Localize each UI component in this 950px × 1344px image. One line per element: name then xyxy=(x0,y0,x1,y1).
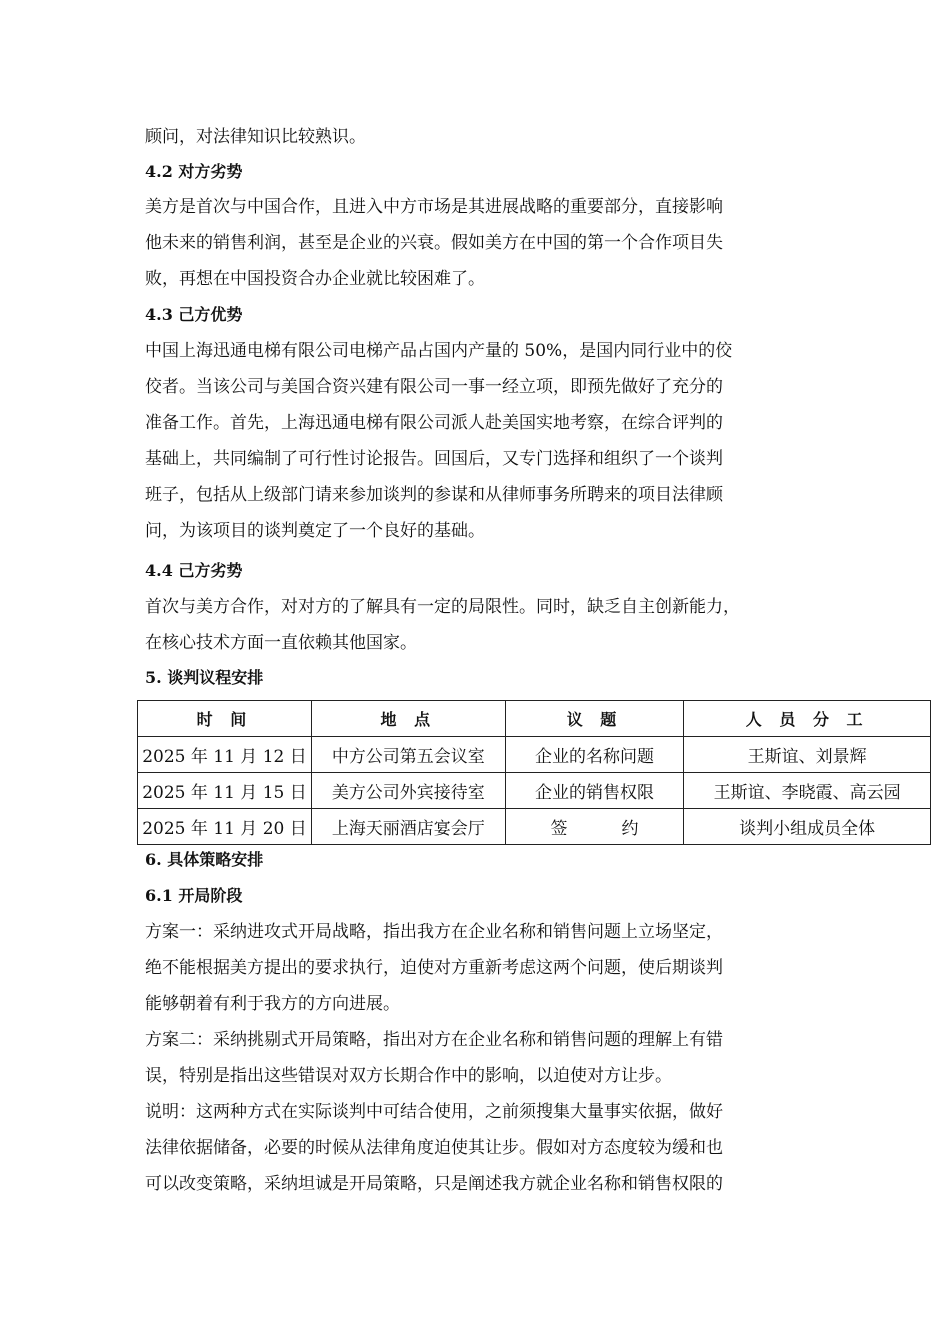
table-header-cell: 议 题 xyxy=(505,701,684,737)
paragraph-line: 佼者。当该公司与美国合资兴建有限公司一事一经立项，即预先做好了充分的 xyxy=(145,377,723,397)
paragraph-line: 能够朝着有利于我方的方向进展。 xyxy=(145,994,400,1014)
paragraph-line: 方案二：采纳挑剔式开局策略，指出对方在企业名称和销售问题的理解上有错 xyxy=(145,1030,723,1050)
paragraph-line: 方案一：采纳进攻式开局战略，指出我方在企业名称和销售问题上立场坚定， xyxy=(145,922,723,942)
paragraph-line: 绝不能根据美方提出的要求执行，迫使对方重新考虑这两个问题，使后期谈判 xyxy=(145,958,723,978)
paragraph-line: 他未来的销售利润，甚至是企业的兴衰。假如美方在中国的第一个合作项目失 xyxy=(145,233,723,253)
schedule-table xyxy=(137,700,931,845)
table-row xyxy=(138,773,931,809)
heading-4-4: 4.4 己方劣势 xyxy=(145,561,243,580)
table-header-cell: 人 员 分 工 xyxy=(684,701,931,737)
heading-4-3: 4.3 己方优势 xyxy=(145,305,243,324)
table-cell: 企业的销售权限 xyxy=(505,773,684,809)
table-cell: 谈判小组成员全体 xyxy=(684,809,931,845)
table-cell: 美方公司外宾接待室 xyxy=(311,773,505,809)
table-cell: 签 约 xyxy=(505,809,684,845)
paragraph-line: 首次与美方合作，对对方的了解具有一定的局限性。同时，缺乏自主创新能力， xyxy=(145,597,740,617)
table-header-row xyxy=(138,701,931,737)
table-cell: 上海天丽酒店宴会厅 xyxy=(311,809,505,845)
paragraph-line: 可以改变策略，采纳坦诚是开局策略，只是阐述我方就企业名称和销售权限的 xyxy=(145,1174,723,1194)
table-cell: 中方公司第五会议室 xyxy=(311,737,505,773)
heading-5: 5. 谈判议程安排 xyxy=(145,668,264,687)
heading-6-1: 6.1 开局阶段 xyxy=(145,886,243,905)
table-cell: 2025 年 11 月 12 日 xyxy=(138,737,312,773)
table-cell: 2025 年 11 月 20 日 xyxy=(138,809,312,845)
paragraph-line: 说明：这两种方式在实际谈判中可结合使用，之前须搜集大量事实依据，做好 xyxy=(145,1102,723,1122)
paragraph-line: 顾问，对法律知识比较熟识。 xyxy=(145,127,366,147)
paragraph-line: 误，特别是指出这些错误对双方长期合作中的影响，以迫使对方让步。 xyxy=(145,1066,672,1086)
heading-6: 6. 具体策略安排 xyxy=(145,850,264,869)
table-row xyxy=(138,737,931,773)
paragraph-line: 法律依据储备，必要的时候从法律角度迫使其让步。假如对方态度较为缓和也 xyxy=(145,1138,723,1158)
paragraph-line: 基础上，共同编制了可行性讨论报告。回国后，又专门选择和组织了一个谈判 xyxy=(145,449,723,469)
paragraph-line: 准备工作。首先，上海迅通电梯有限公司派人赴美国实地考察，在综合评判的 xyxy=(145,413,723,433)
table-cell: 2025 年 11 月 15 日 xyxy=(138,773,312,809)
table-cell: 王斯谊、李晓霞、高云园 xyxy=(684,773,931,809)
table-row xyxy=(138,809,931,845)
paragraph-line: 在核心技术方面一直依赖其他国家。 xyxy=(145,633,417,653)
heading-4-2: 4.2 对方劣势 xyxy=(145,162,243,181)
paragraph-line: 班子，包括从上级部门请来参加谈判的参谋和从律师事务所聘来的项目法律顾 xyxy=(145,485,723,505)
paragraph-line: 美方是首次与中国合作，且进入中方市场是其进展战略的重要部分，直接影响 xyxy=(145,197,723,217)
table-header-cell: 地 点 xyxy=(311,701,505,737)
paragraph-line: 中国上海迅通电梯有限公司电梯产品占国内产量的 50%，是国内同行业中的佼 xyxy=(145,341,733,361)
table-cell: 企业的名称问题 xyxy=(505,737,684,773)
paragraph-line: 败，再想在中国投资合办企业就比较困难了。 xyxy=(145,269,485,289)
paragraph-line: 问，为该项目的谈判奠定了一个良好的基础。 xyxy=(145,521,485,541)
table-header-cell: 时 间 xyxy=(138,701,312,737)
table-cell: 王斯谊、刘景辉 xyxy=(684,737,931,773)
